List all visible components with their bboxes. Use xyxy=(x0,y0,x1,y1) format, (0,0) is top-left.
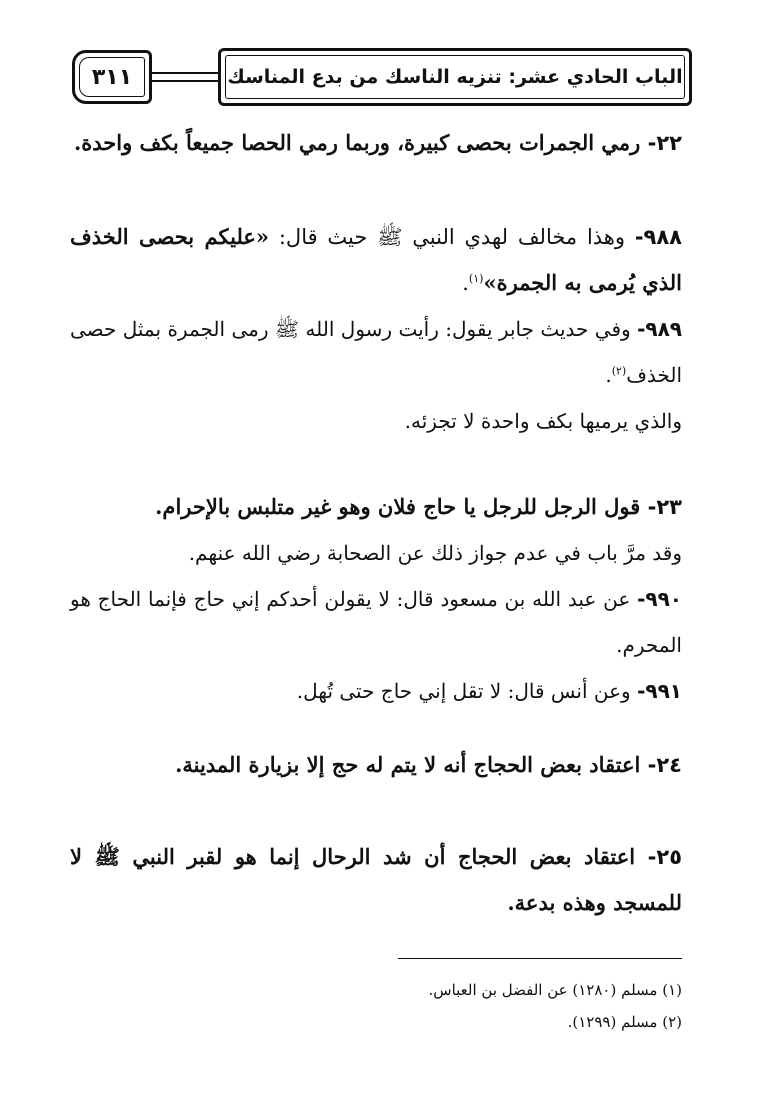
item-number: ٢٥- xyxy=(647,845,683,869)
item-25 xyxy=(70,834,682,926)
item-23 xyxy=(70,484,682,530)
item-number: ٢٢- xyxy=(647,131,682,155)
item-text: اعتقاد بعض الحجاج أن شد الرحال إنما هو لقبر النبي ﷺ لا للمسجد وهذه بدعة. xyxy=(70,844,682,915)
paragraph-text: وعن أنس قال: لا تقل إني حاج حتى تُهل. xyxy=(296,679,631,703)
item-22 xyxy=(70,120,682,166)
paragraph-991 xyxy=(70,668,682,714)
chapter-title-frame xyxy=(218,48,692,106)
footnote-separator xyxy=(398,958,682,959)
item-text: قول الرجل للرجل يا حاج فلان وهو غير متلبس بالإحرام. xyxy=(155,494,641,519)
hadith-number: ٩٨٩- xyxy=(637,317,683,341)
item-24 xyxy=(70,742,722,788)
paragraph-text: وفي حديث جابر يقول: رأيت رسول الله ﷺ رمى الجمرة بمثل حصى الخذف xyxy=(70,317,682,387)
paragraph-text: والذي يرميها بكف واحدة لا تجزئه. xyxy=(404,409,682,433)
paragraph-989: ٩٨٩- وفي حديث جابر يقول: رأيت رسول الله ﷺ رمى الجمرة بمثل حصى الخذف$^{(٢)}$. xyxy=(70,317,683,387)
footnote-ref[interactable]: (١) xyxy=(468,272,484,285)
hadith-quote: «عليكم بحصى الخذف الذي يُرمى به الجمرة» xyxy=(70,224,682,295)
paragraph-text: عن عبد الله بن مسعود قال: لا يقولن أحدكم إني حاج فإنما الحاج هو المحرم. xyxy=(70,587,682,657)
footnote-ref[interactable]: (٢) xyxy=(611,364,627,378)
paragraph-23-note xyxy=(70,530,682,576)
hadith-number: ٩٩١- xyxy=(637,679,682,703)
paragraph-text: وقد مرَّ باب في عدم جواز ذلك عن الصحابة رضي الله عنهم. xyxy=(188,541,682,565)
paragraph-990 xyxy=(70,576,682,668)
page-number: ٣١١ xyxy=(79,57,145,97)
paragraph-989-note xyxy=(70,398,722,444)
paragraph-text: وهذا مخالف لهدي النبي ﷺ حيث قال: xyxy=(278,225,626,249)
footnote-1: (١) مسلم (١٢٨٠) عن الفضل بن العباس. xyxy=(428,981,682,999)
hadith-number: ٩٨٨- xyxy=(634,225,682,249)
page-number-frame xyxy=(72,50,152,104)
hadith-number: ٩٩٠- xyxy=(637,587,682,611)
paragraph-988: ٩٨٨- وهذا مخالف لهدي النبي ﷺ حيث قال: «عليكم بحصى الخذف الذي يُرمى به الجمرة»$^{(١)}$. xyxy=(70,224,682,295)
header-connector xyxy=(150,72,220,82)
item-number: ٢٣- xyxy=(647,495,682,519)
chapter-title: الباب الحادي عشر: تنزيه الناسك من بدع المناسك xyxy=(225,55,685,99)
item-text: اعتقاد بعض الحجاج أنه لا يتم له حج إلا بزيارة المدينة. xyxy=(175,752,641,777)
item-number: ٢٤- xyxy=(647,753,682,777)
footnote-2: (٢) مسلم (١٢٩٩). xyxy=(567,1013,682,1031)
page-header xyxy=(72,48,692,106)
item-text: رمي الجمرات بحصى كبيرة، وربما رمي الحصا جميعاً بكف واحدة. xyxy=(73,130,641,155)
